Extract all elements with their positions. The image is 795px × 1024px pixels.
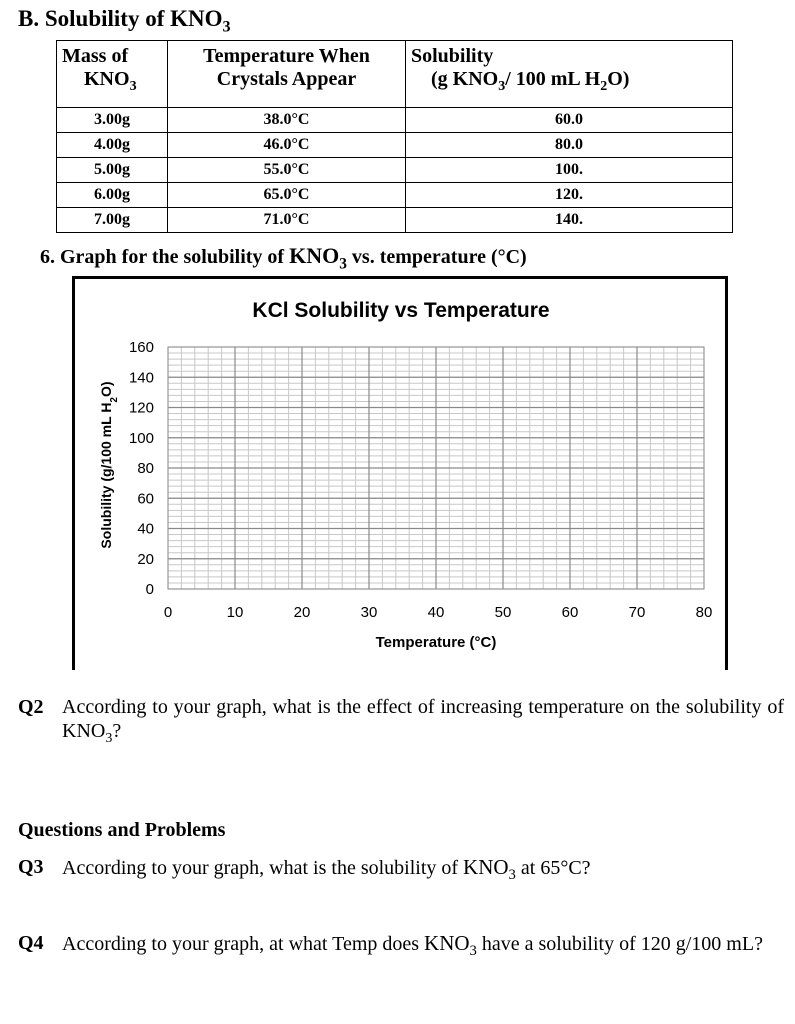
x-tick-label: 10	[226, 604, 244, 621]
solubility-chart	[75, 279, 725, 670]
header-mass: Mass of $KNO_3$	[57, 41, 168, 108]
y-tick-label: 0	[145, 581, 154, 598]
x-tick-label: 20	[293, 604, 311, 621]
x-tick-labels	[164, 604, 713, 621]
cell-solubility: 60.0	[406, 108, 733, 133]
y-tick-label: 80	[137, 460, 154, 477]
questions-heading: Questions and Problems	[18, 819, 226, 841]
cell-solubility: 100.	[406, 158, 733, 183]
y-tick-label: 100	[128, 429, 154, 447]
cell-temp: 71.0°C	[168, 208, 406, 233]
solubility-table	[56, 40, 733, 233]
x-tick-label: 0	[163, 604, 173, 621]
y-axis-label: Solubility (g/100 mL $H_2O$)	[98, 381, 120, 549]
y-tick-label: 20	[137, 550, 154, 568]
chart-frame	[72, 276, 728, 670]
section-label: B.	[18, 6, 40, 31]
y-tick-label: 140	[128, 369, 154, 387]
y-tick-labels	[129, 339, 154, 598]
section-title-text: Solubility of	[44, 6, 165, 31]
x-tick-label: 30	[360, 604, 378, 621]
y-tick-label: 160	[128, 339, 154, 356]
section-title	[18, 6, 231, 37]
x-tick-label: 60	[561, 604, 579, 621]
cell-temp: 46.0°C	[168, 133, 406, 158]
cell-mass: 3.00g	[57, 108, 168, 133]
cell-mass: 6.00g	[57, 183, 168, 208]
cell-solubility: 80.0	[406, 133, 733, 158]
table-row	[57, 158, 733, 183]
x-tick-label: 80	[695, 604, 713, 621]
header-solubility: Solubility (g $KNO_3/$ 100 mL $H_2O$)	[406, 41, 733, 108]
graph-caption: 6. Graph for the solubility of $KNO_3$ vs. temperature (°C)	[40, 243, 527, 273]
table-row	[57, 108, 733, 133]
q2-text: According to your graph, what is the effect of increasing temperature on the solubility of $KNO_3$?	[62, 696, 784, 746]
cell-temp: 65.0°C	[168, 183, 406, 208]
q4-label: Q4	[18, 932, 44, 954]
x-tick-label: 40	[427, 604, 445, 621]
header-temperature: Temperature When Crystals Appear	[168, 41, 406, 108]
table-row	[57, 133, 733, 158]
cell-solubility: 140.	[406, 208, 733, 233]
y-tick-label: 40	[137, 520, 154, 538]
q3-text: According to your graph, what is the solubility of $KNO_3$ at 65°C?	[62, 855, 591, 884]
q3-label: Q3	[18, 856, 44, 878]
x-tick-label: 50	[494, 604, 512, 621]
q4-text: According to your graph, at what Temp does $KNO_3$ have a solubility of 120 g/100 mL?	[62, 931, 763, 960]
x-axis-label: Temperature (°C)	[375, 634, 497, 651]
cell-mass: 5.00g	[57, 158, 168, 183]
q2-label: Q2	[18, 696, 44, 718]
table-row	[57, 183, 733, 208]
cell-temp: 38.0°C	[168, 108, 406, 133]
y-tick-label: 120	[128, 399, 154, 417]
chart-title: KCl Solubility vs Temperature	[252, 299, 550, 322]
cell-mass: 7.00g	[57, 208, 168, 233]
graph-caption-formula: $KNO_3$	[289, 243, 347, 273]
table-header-row	[57, 41, 733, 108]
y-tick-label: 60	[137, 490, 154, 508]
table-row	[57, 208, 733, 233]
x-tick-label: 70	[628, 604, 646, 621]
cell-temp: 55.0°C	[168, 158, 406, 183]
cell-solubility: 120.	[406, 183, 733, 208]
cell-mass: 4.00g	[57, 133, 168, 158]
section-formula: $KNO_3$	[170, 6, 231, 36]
